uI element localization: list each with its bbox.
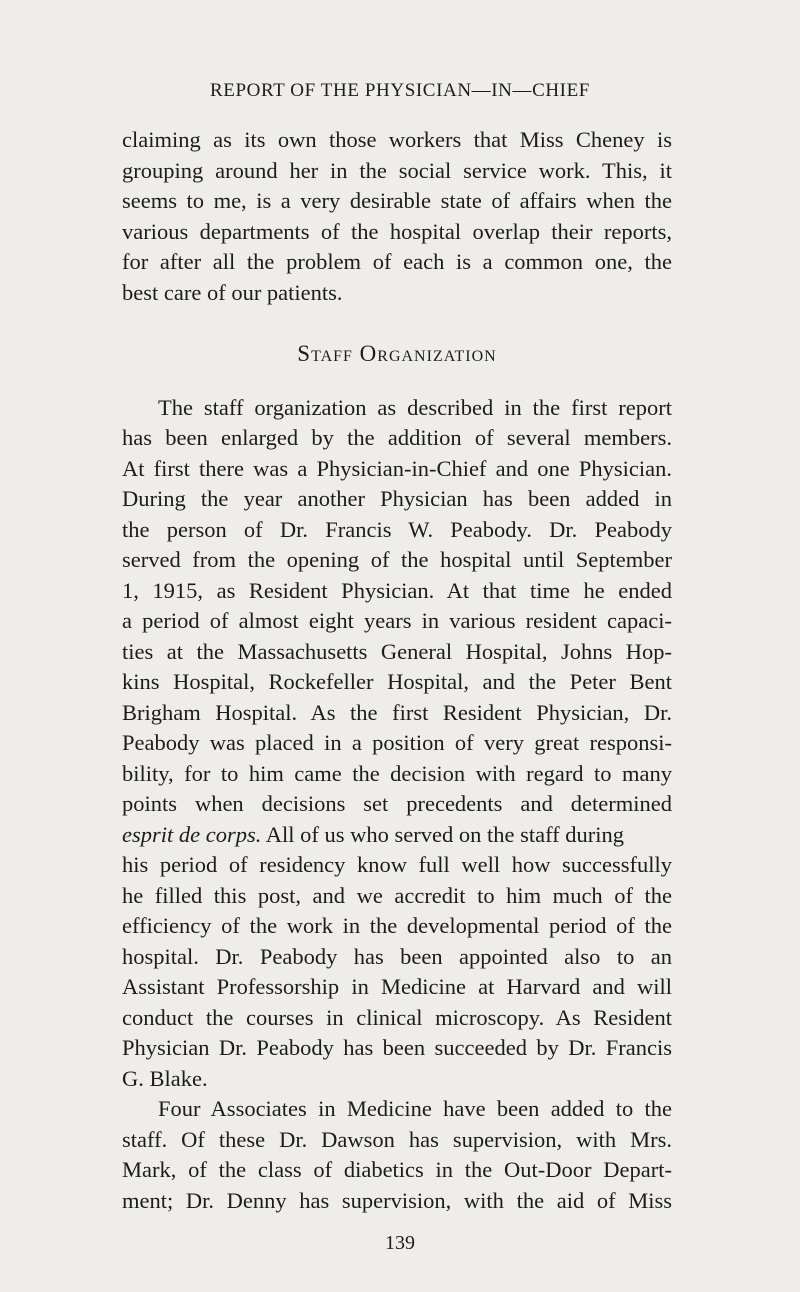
text-line: staff. Of these Dr. Dawson has supervision, with Mrs.	[122, 1126, 672, 1152]
text-line: 1, 1915, as Resident Physician. At that time he ended	[122, 577, 672, 603]
text-line: grouping around her in the social service work. This, it	[122, 157, 672, 183]
text-line: a period of almost eight years in various resident capaci-	[122, 608, 672, 633]
text-line: Mark, of the class of diabetics in the Out-Door Depart-	[122, 1157, 672, 1182]
text-line: Brigham Hospital. As the first Resident Physician, Dr.	[122, 699, 672, 725]
text-line: efficiency of the work in the developmental period of the	[122, 913, 672, 938]
text-line: Assistant Professorship in Medicine at Harvard and will	[122, 974, 672, 999]
text-line: Four Associates in Medicine have been added to the	[158, 1096, 672, 1121]
text-line: served from the opening of the hospital until September	[122, 547, 672, 572]
body-text	[122, 125, 672, 1216]
text-line: conduct the courses in clinical microscopy. As Resident	[122, 1004, 672, 1030]
text-line-italic	[122, 820, 672, 851]
text-line: seems to me, is a very desirable state of affairs when the	[122, 188, 672, 213]
text-line: At first there was a Physician-in-Chief and one Physician.	[122, 455, 672, 481]
running-head: REPORT OF THE PHYSICIAN—IN—CHIEF	[210, 80, 590, 101]
text-line: has been enlarged by the addition of several members.	[122, 425, 672, 450]
text-line: Peabody was placed in a position of very great responsi-	[122, 730, 672, 755]
intro-paragraph	[122, 125, 672, 308]
text-line: bility, for to him came the decision with regard to many	[122, 760, 672, 786]
text-line: points when decisions set precedents and determined	[122, 791, 672, 816]
text-line: ties at the Massachusetts General Hospital, Johns Hop-	[122, 638, 672, 664]
italic-line-rest: All of us who served on the staff during	[261, 821, 625, 847]
text-line: for after all the problem of each is a common one, the	[122, 249, 672, 274]
text-line: claiming as its own those workers that Miss Cheney is	[122, 127, 672, 152]
text-line: During the year another Physician has been added in	[122, 486, 672, 511]
text-line: best care of our patients.	[122, 279, 343, 305]
text-line: G. Blake.	[122, 1065, 208, 1091]
section-heading: Staff Organization	[297, 341, 497, 366]
text-line: he filled this post, and we accredit to him much of the	[122, 882, 672, 908]
text-line: his period of residency know full well how successfully	[122, 852, 672, 877]
text-line: The staff organization as described in the first report	[158, 394, 672, 420]
text-line: Physician Dr. Peabody has been succeeded by Dr. Francis	[122, 1035, 672, 1060]
text-line: ment; Dr. Denny has supervision, with the aid of Miss	[122, 1187, 672, 1213]
page-number: 139	[385, 1232, 415, 1254]
associates-paragraph	[122, 1094, 672, 1216]
staff-paragraph	[122, 393, 672, 1095]
text-line: various departments of the hospital overlap their reports,	[122, 218, 672, 244]
text-line: the person of Dr. Francis W. Peabody. Dr. Peabody	[122, 516, 672, 542]
text-line: hospital. Dr. Peabody has been appointed also to an	[122, 943, 672, 969]
italic-phrase: esprit de corps.	[122, 821, 262, 847]
text-line: kins Hospital, Rockefeller Hospital, and the Peter Bent	[122, 669, 672, 694]
